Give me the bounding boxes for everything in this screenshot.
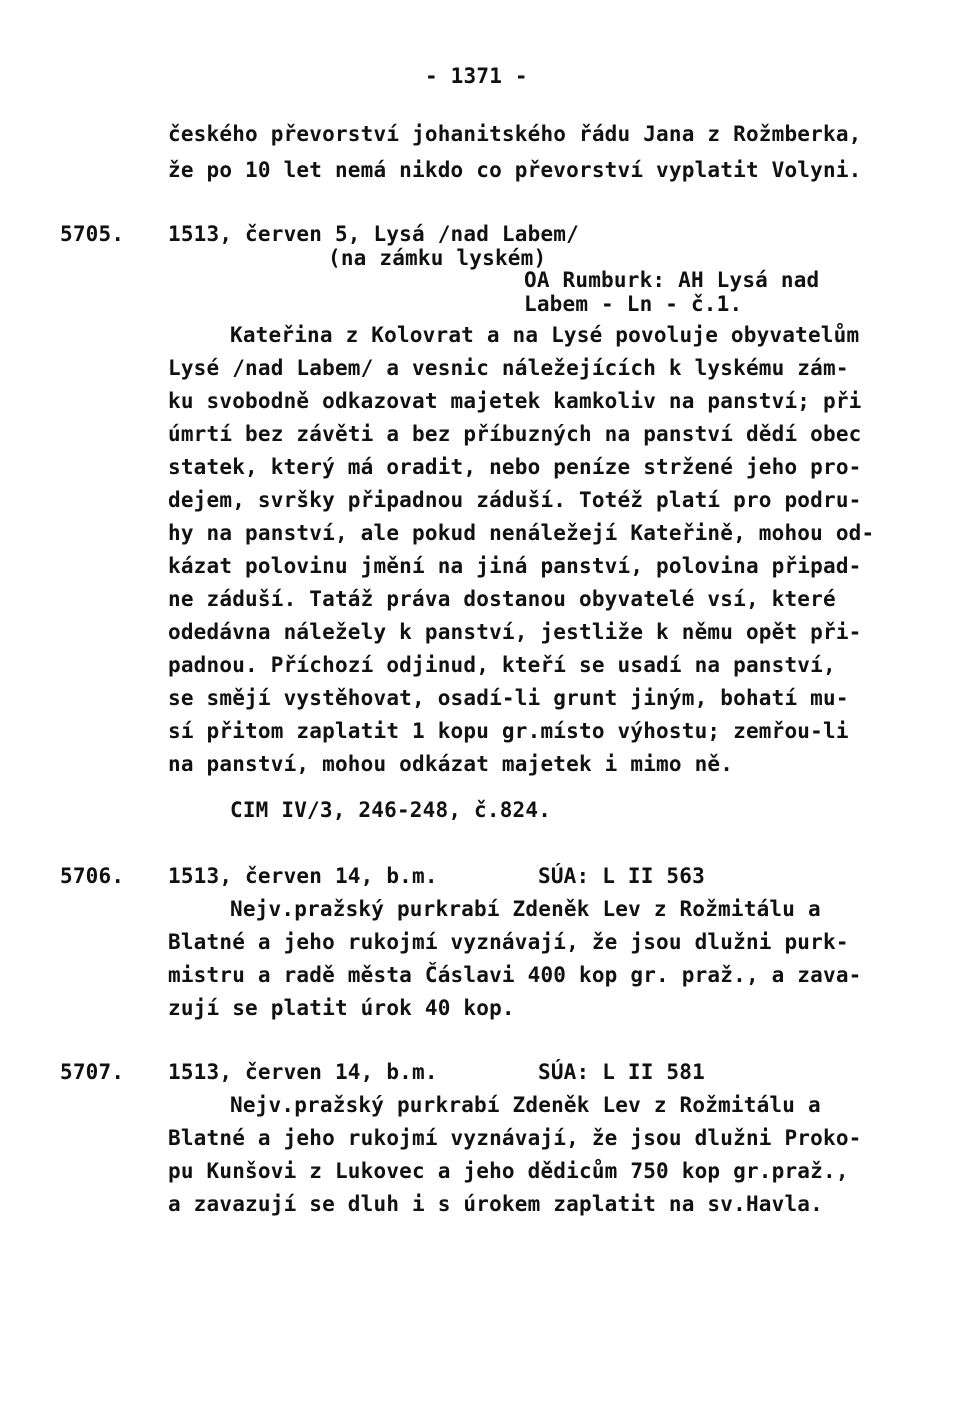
entry-date-place: 1513, červen 14, b.m. (168, 864, 438, 888)
entry-number: 5705. (60, 222, 125, 246)
entry-citation: CIM IV/3, 246-248, č.824. (230, 798, 552, 822)
entry-source: SÚA: L II 563 (538, 864, 705, 888)
entry-text-line: Nejv.pražský purkrabí Zdeněk Lev z Rožmitálu a (230, 897, 821, 921)
entry-text-line: úmrtí bez závěti a bez příbuzných na panství dědí obec (168, 422, 862, 446)
entry-text-line: kázat polovinu jmění na jiná panství, polovina připad- (168, 554, 862, 578)
entry-source: Labem - Ln - č.1. (524, 292, 743, 316)
entry-text-line: hy na panství, ale pokud nenáležejí Kateřině, mohou od- (168, 521, 875, 545)
entry-number: 5707. (60, 1060, 125, 1084)
entry-date-place: 1513, červen 14, b.m. (168, 1060, 438, 1084)
entry-text-line: dejem, svršky připadnou záduší. Totéž platí pro podru- (168, 488, 862, 512)
entry-text-line: ne záduší. Tatáž práva dostanou obyvatelé vsí, které (168, 587, 836, 611)
entry-text-line: na panství, mohou odkázat majetek i mimo ně. (168, 752, 734, 776)
intro-line: že po 10 let nemá nikdo co převorství vyplatit Volyni. (168, 158, 862, 182)
entry-number: 5706. (60, 864, 125, 888)
entry-text-line: Blatné a jeho rukojmí vyznávají, že jsou dlužni Proko- (168, 1126, 862, 1150)
entry-text-line: statek, který má oradit, nebo peníze stržené jeho pro- (168, 455, 862, 479)
entry-header: (na zámku lyském) (328, 246, 547, 270)
entry-text-line: ku svobodně odkazovat majetek kamkoliv na panství; při (168, 389, 862, 413)
entry-text-line: Nejv.pražský purkrabí Zdeněk Lev z Rožmitálu a (230, 1093, 821, 1117)
entry-header: 1513, červen 5, Lysá /nad Labem/ (168, 222, 579, 246)
entry-source: OA Rumburk: AH Lysá nad (524, 268, 820, 292)
entry-text-line: pu Kunšovi z Lukovec a jeho dědicům 750 kop gr.praž., (168, 1159, 849, 1183)
entry-text-line: odedávna náležely k panství, jestliže k němu opět při- (168, 620, 862, 644)
entry-text-line: zují se platit úrok 40 kop. (168, 996, 515, 1020)
entry-text-line: Lysé /nad Labem/ a vesnic náležejících k lyskému zám- (168, 356, 849, 380)
entry-text-line: Blatné a jeho rukojmí vyznávají, že jsou dlužni purk- (168, 930, 849, 954)
entry-text-line: Kateřina z Kolovrat a na Lysé povoluje obyvatelům (230, 323, 860, 347)
intro-line: českého převorství johanitského řádu Jana z Rožmberka, (168, 122, 862, 146)
entry-text-line: padnou. Příchozí odjinud, kteří se usadí na panství, (168, 653, 836, 677)
entry-text-line: se smějí vystěhovat, osadí-li grunt jiným, bohatí mu- (168, 686, 849, 710)
page-number: - 1371 - (425, 64, 528, 88)
entry-text-line: mistru a radě města Čáslavi 400 kop gr. praž., a zava- (168, 963, 862, 987)
entry-text-line: sí přitom zaplatit 1 kopu gr.místo výhostu; zemřou-li (168, 719, 849, 743)
entry-text-line: a zavazují se dluh i s úrokem zaplatit na sv.Havla. (168, 1192, 823, 1216)
entry-source: SÚA: L II 581 (538, 1060, 705, 1084)
